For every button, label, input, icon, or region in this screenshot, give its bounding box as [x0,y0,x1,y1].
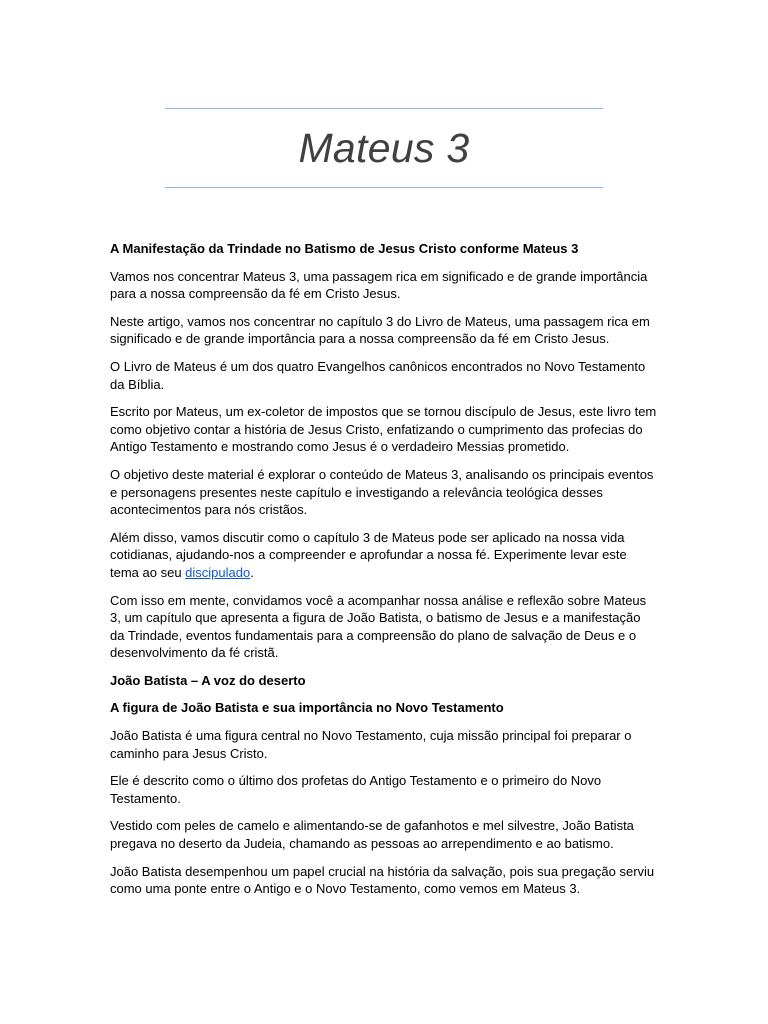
paragraph-figura-central: João Batista é uma figura central no Novo Testamento, cuja missão principal foi preparar o caminho para Jesus Cristo. [110,728,632,761]
document-body [110,240,658,908]
discipulado-link[interactable]: discipulado [185,564,251,580]
paragraph-alem-disso-end: . [250,564,254,580]
paragraph-intro: Vamos nos concentrar Mateus 3, uma passagem rica em significado e de grande importância para a nossa compreensão da fé em Cristo Jesus. [110,268,648,302]
paragraph-convite: Com isso em mente, convidamos você a acompanhar nossa análise e reflexão sobre Mateus 3, um capítulo que apresenta a figura de João Batista, o batismo de Jesus e a manifestação da Trindade, eventos fundamentais para a compreensão do plano de salvação de Deus e o desenvolvimento da fé cristã. [110,592,647,661]
paragraph-livro-mateus: O Livro de Mateus é um dos quatro Evangelhos canônicos encontrados no Novo Testamento da Bíblia. [110,358,646,392]
paragraph-alem-disso-text: Além disso, vamos discutir como o capítulo 3 de Mateus pode ser aplicado na nossa vida cotidianas, ajudando-nos a compreender e aprofundar a nossa fé. Experimente levar este tema ao seu [110,529,627,580]
paragraph-objetivo: O objetivo deste material é explorar o conteúdo de Mateus 3, analisando os principais eventos e personagens presentes neste capítulo e investigando a relevância teológica desses acontecimentos para nós cristãos. [110,466,654,518]
title-bottom-rule [165,187,603,188]
section-heading-trindade: A Manifestação da Trindade no Batismo de Jesus Cristo conforme Mateus 3 [110,241,579,256]
paragraph-article-focus: Neste artigo, vamos nos concentrar no capítulo 3 do Livro de Mateus, uma passagem rica em significado e de grande importância para a nossa compreensão da fé em Cristo Jesus. [110,313,650,347]
document-title: Mateus 3 [298,125,470,171]
section-heading-joao-batista: João Batista – A voz do deserto [110,672,306,688]
subsection-heading-figura: A figura de João Batista e sua importância no Novo Testamento [110,700,504,716]
paragraph-alem-disso [110,529,658,582]
title-block [165,108,603,188]
paragraph-escrito-por-mateus: Escrito por Mateus, um ex-coletor de impostos que se tornou discípulo de Jesus, este livro tem como objetivo contar a história de Jesus Cristo, enfatizando o cumprimento das profecias do Antigo Testamento e mostrando como Jesus é o verdadeiro Messias prometido. [110,404,657,455]
paragraph-vestido: Vestido com peles de camelo e alimentando-se de gafanhotos e mel silvestre, João Batista pregava no deserto da Judeia, chamando as pessoas ao arrependimento e ao batismo. [110,818,634,852]
paragraph-ultimo-profeta: Ele é descrito como o último dos profetas do Antigo Testamento e o primeiro do Novo Testamento. [110,773,602,806]
paragraph-papel-crucial: João Batista desempenhou um papel crucial na história da salvação, pois sua pregação serviu como uma ponte entre o Antigo e o Novo Testamento, como vemos em Mateus 3. [110,863,655,897]
